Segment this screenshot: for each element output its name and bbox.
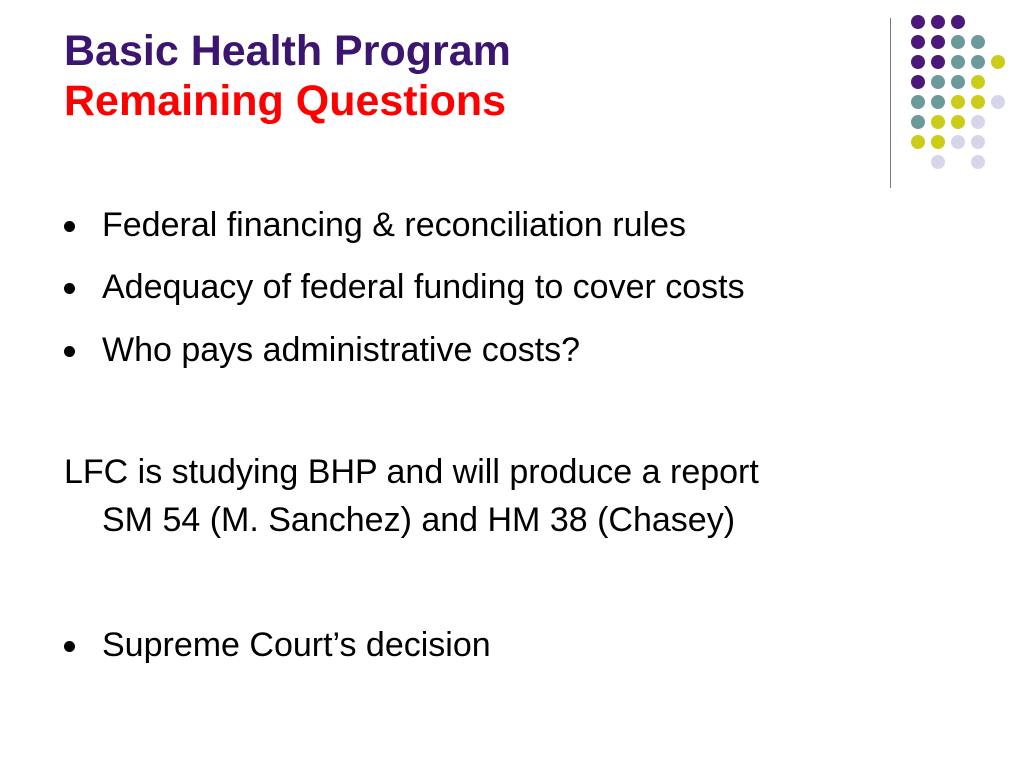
bullet-text: Federal financing & reconciliation rules [102,206,686,244]
bullet-text: Who pays administrative costs? [102,331,581,369]
title-line-1: Basic Health Program [64,27,511,75]
bullet-item-adequacy [64,265,984,315]
bullet-item-supreme-court [64,623,984,673]
bullet-text: Supreme Court’s decision [102,626,491,664]
paragraph-line-1: LFC is studying BHP and will produce a report [64,453,759,491]
bullet-dot-icon [64,346,75,357]
bullet-dot-icon [64,283,75,294]
bullet-text: Adequacy of federal funding to cover costs [102,268,745,306]
paragraph-line-2: SM 54 (M. Sanchez) and HM 38 (Chasey) [102,501,736,539]
title-line-2: Remaining Questions [64,77,507,125]
bullet-item-admin-costs [64,328,984,378]
bullet-item-federal-financing [64,203,984,253]
bullet-dot-icon [64,641,75,652]
bullet-dot-icon [64,221,75,232]
lfc-paragraph [64,448,984,544]
